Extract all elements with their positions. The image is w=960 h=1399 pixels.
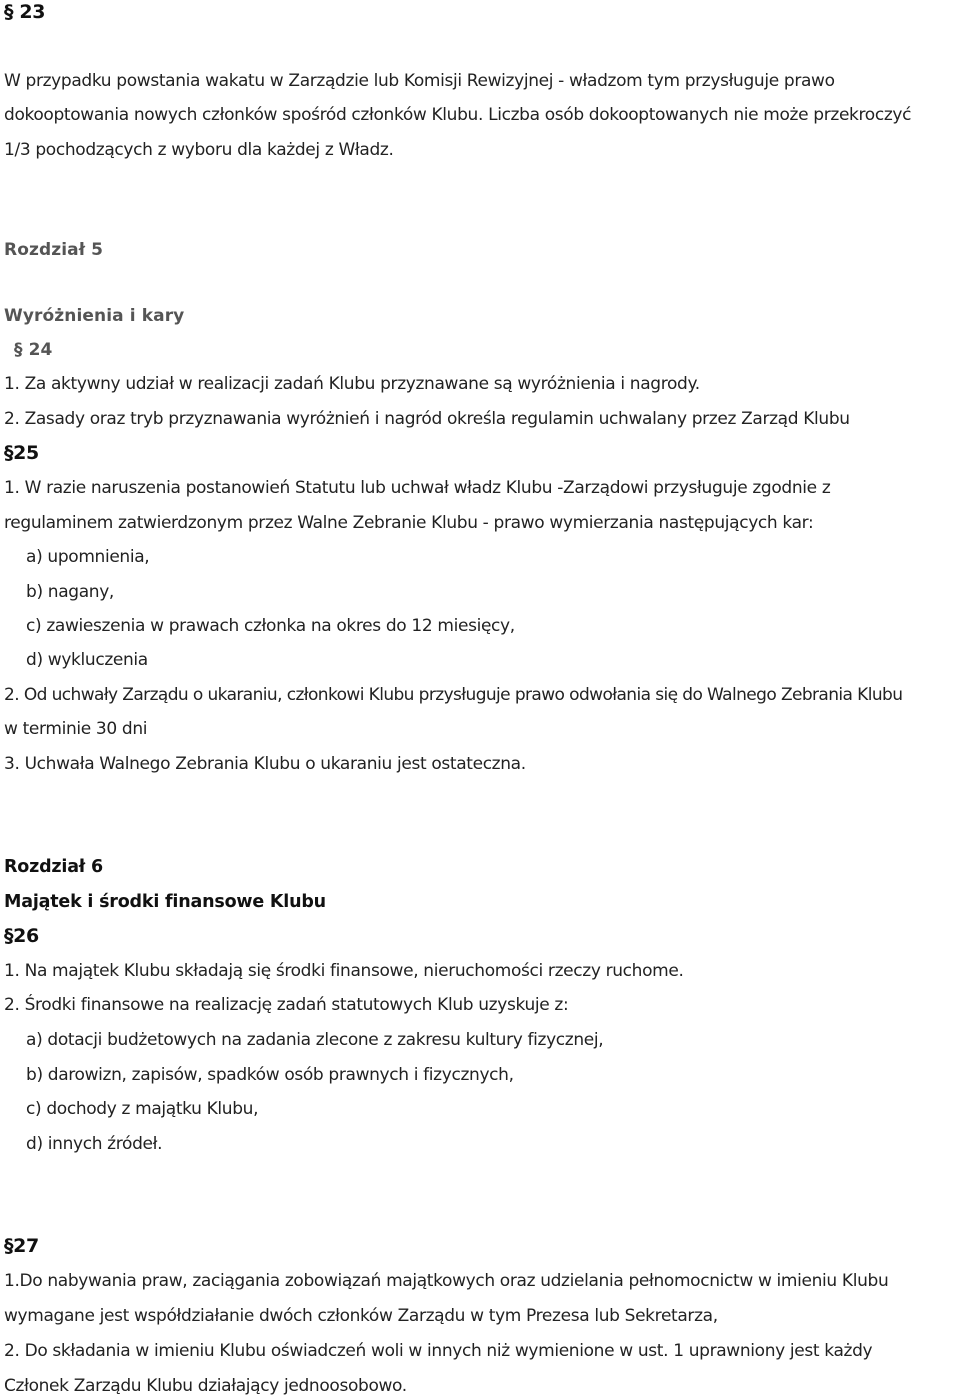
section-23-heading: § 23 [4, 1, 46, 23]
section-27-point-1-line-2: wymagane jest współdziałanie dwóch członków Zarządu w tym Prezesa lub Sekretarza, [4, 1306, 718, 1326]
chapter-6-title: Rozdział 6 [4, 857, 103, 877]
section-25-point-2-line-2: w terminie 30 dni [4, 719, 148, 739]
section-26-item-d: d) innych źródeł. [26, 1134, 163, 1154]
section-24-point-1: 1. Za aktywny udział w realizacji zadań Klubu przyznawane są wyróżnienia i nagrody. [4, 374, 700, 394]
chapter-5-title: Rozdział 5 [4, 240, 104, 260]
section-25-item-b: b) nagany, [26, 582, 114, 602]
section-24-point-2: 2. Zasady oraz tryb przyznawania wyróżnień i nagród określa regulamin uchwalany przez Zarząd Klubu [4, 409, 850, 429]
section-25-point-2-line-1: 2. Od uchwały Zarządu o ukaraniu, członkowi Klubu przysługuje prawo odwołania się do Walnego Zebrania Klubu [4, 685, 903, 705]
section-23-line-2: dokooptowania nowych członków spośród członków Klubu. Liczba osób dokooptowanych nie może przekroczyć [4, 105, 912, 125]
section-26-heading: §26 [4, 925, 39, 947]
section-27-point-2-line-2: Członek Zarządu Klubu działający jednoosobowo. [4, 1376, 407, 1396]
section-25-item-a: a) upomnienia, [26, 547, 150, 567]
section-26-item-a: a) dotacji budżetowych na zadania zlecone z zakresu kultury fizycznej, [26, 1030, 604, 1050]
section-25-point-1-line-1: 1. W razie naruszenia postanowień Statutu lub uchwał władz Klubu -Zarządowi przysługuje zgodnie z [4, 478, 831, 498]
section-27-point-2-line-1: 2. Do składania w imieniu Klubu oświadczeń woli w innych niż wymienione w ust. 1 uprawniony jest każdy [4, 1341, 873, 1361]
section-26-point-2: 2. Środki finansowe na realizację zadań statutowych Klub uzyskuje z: [4, 995, 569, 1015]
section-25-item-c: c) zawieszenia w prawach członka na okres do 12 miesięcy, [26, 616, 515, 636]
section-23-line-1: W przypadku powstania wakatu w Zarządzie lub Komisji Rewizyjnej - władzom tym przysługuje prawo [4, 71, 835, 91]
section-25-heading: §25 [4, 442, 39, 464]
section-27-heading: §27 [4, 1235, 39, 1257]
section-25-point-3: 3. Uchwała Walnego Zebrania Klubu o ukaraniu jest ostateczna. [4, 754, 526, 774]
chapter-5-subtitle: Wyróżnienia i kary [4, 306, 185, 326]
section-26-point-1: 1. Na majątek Klubu składają się środki finansowe, nieruchomości rzeczy ruchome. [4, 961, 684, 981]
section-26-item-c: c) dochody z majątku Klubu, [26, 1099, 259, 1119]
chapter-6-subtitle: Majątek i środki finansowe Klubu [4, 892, 326, 912]
section-26-item-b: b) darowizn, zapisów, spadków osób prawnych i fizycznych, [26, 1065, 514, 1085]
section-27-point-1-line-1: 1.Do nabywania praw, zaciągania zobowiązań majątkowych oraz udzielania pełnomocnictw w imieniu Klubu [4, 1271, 889, 1291]
section-25-item-d: d) wykluczenia [26, 650, 148, 670]
section-24-heading: § 24 [14, 340, 53, 360]
section-25-point-1-line-2: regulaminem zatwierdzonym przez Walne Zebranie Klubu - prawo wymierzania następujących kar: [4, 513, 814, 533]
section-23-line-3: 1/3 pochodzących z wyboru dla każdej z Władz. [4, 140, 394, 160]
